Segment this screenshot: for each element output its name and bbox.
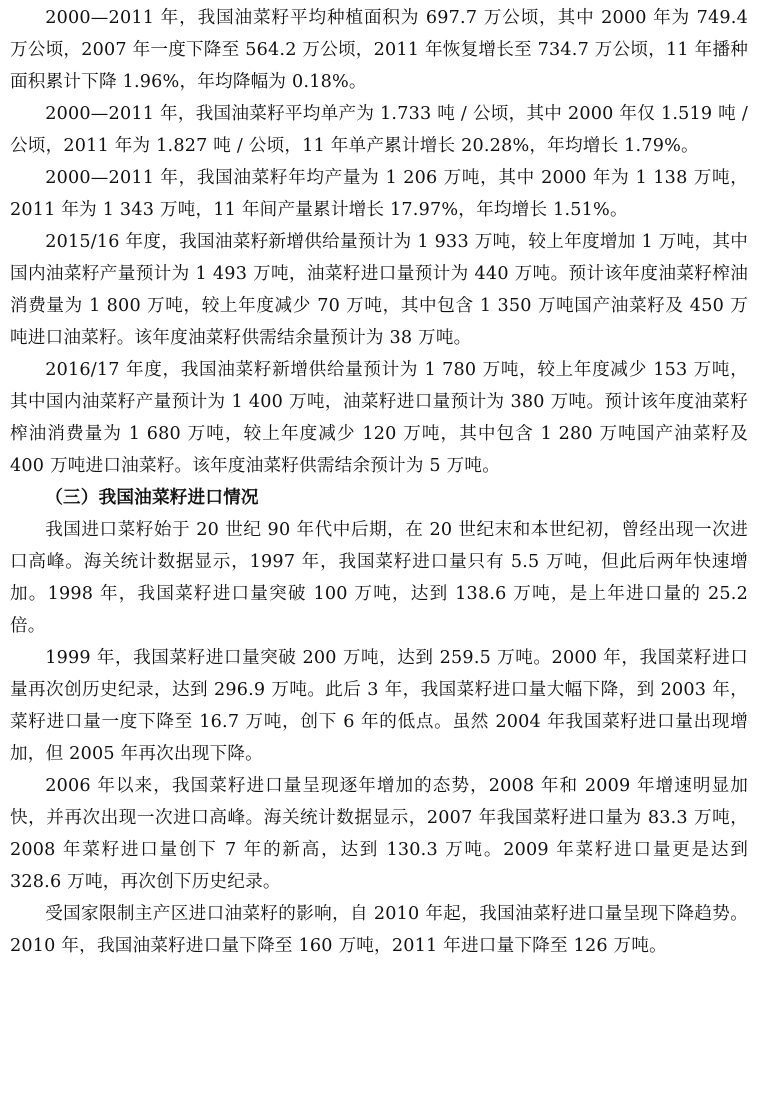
paragraph-import-1999-2005: 1999 年，我国菜籽进口量突破 200 万吨，达到 259.5 万吨。2000 年，我国菜籽进口量再次创历史纪录，达到 296.9 万吨。此后 3 年，我国菜籽进口量大幅下降，到 2003 年，菜籽进口量一度下降至 16.7 万吨，创下 6 年的低点。虽然 2004 年我国菜籽进口量出现增加，但 2005 年再次出现下降。: [10, 648, 748, 764]
paragraph-2015-16-supply: 2015/16 年度，我国油菜籽新增供给量预计为 1 933 万吨，较上年度增加 1 万吨，其中国内油菜籽产量预计为 1 493 万吨，油菜籽进口量预计为 440 万吨。预计该年度油菜籽榨油消费量为 1 800 万吨，较上年度减少 70 万吨，其中包含 1 350 万吨国产油菜籽及 450 万吨进口油菜籽。该年度油菜籽供需结余量预计为 38 万吨。: [10, 232, 748, 348]
section-heading: （三）我国油菜籽进口情况: [45, 488, 259, 508]
paragraph-yield: 2000—2011 年，我国油菜籽平均单产为 1.733 吨 / 公顷，其中 2000 年仅 1.519 吨 / 公顷，2011 年为 1.827 吨 / 公顷，11 年单产累计增长 20.28%，年均增长 1.79%。: [10, 104, 748, 156]
paragraph-planting-area: 2000—2011 年，我国油菜籽平均种植面积为 697.7 万公顷，其中 2000 年为 749.4 万公顷，2007 年一度下降至 564.2 万公顷，2011 年恢复增长至 734.7 万公顷，11 年播种面积累计下降 1.96%，年均降幅为 0.18%。: [10, 8, 748, 92]
paragraph-import-origin: 我国进口菜籽始于 20 世纪 90 年代中后期，在 20 世纪末和本世纪初，曾经出现一次进口高峰。海关统计数据显示，1997 年，我国菜籽进口量只有 5.5 万吨，但此后两年快速增加。1998 年，我国菜籽进口量突破 100 万吨，达到 138.6 万吨，是上年进口量的 25.2 倍。: [10, 520, 748, 636]
document-page: [0, 2, 758, 1099]
paragraph-2016-17-supply: 2016/17 年度，我国油菜籽新增供给量预计为 1 780 万吨，较上年度减少 153 万吨，其中国内油菜籽产量预计为 1 400 万吨，油菜籽进口量预计为 380 万吨。预计该年度油菜籽榨油消费量为 1 680 万吨，较上年度减少 120 万吨，其中包含 1 280 万吨国产油菜籽及 400 万吨进口油菜籽。该年度油菜籽供需结余预计为 5 万吨。: [10, 360, 748, 476]
paragraph-production: 2000—2011 年，我国油菜籽年均产量为 1 206 万吨，其中 2000 年为 1 138 万吨，2011 年为 1 343 万吨，11 年间产量累计增长 17.97%，年均增长 1.51%。: [10, 168, 748, 220]
paragraph-import-2006-2009: 2006 年以来，我国菜籽进口量呈现逐年增加的态势，2008 年和 2009 年增速明显加快，并再次出现一次进口高峰。海关统计数据显示，2007 年我国菜籽进口量为 83.3 万吨，2008 年菜籽进口量创下 7 年的新高，达到 130.3 万吨。2009 年菜籽进口量更是达到 328.6 万吨，再次创下历史纪录。: [10, 776, 748, 892]
paragraph-import-2010-2011: 受国家限制主产区进口油菜籽的影响，自 2010 年起，我国油菜籽进口量呈现下降趋势。2010 年，我国油菜籽进口量下降至 160 万吨，2011 年进口量下降至 126 万吨。: [10, 904, 748, 956]
